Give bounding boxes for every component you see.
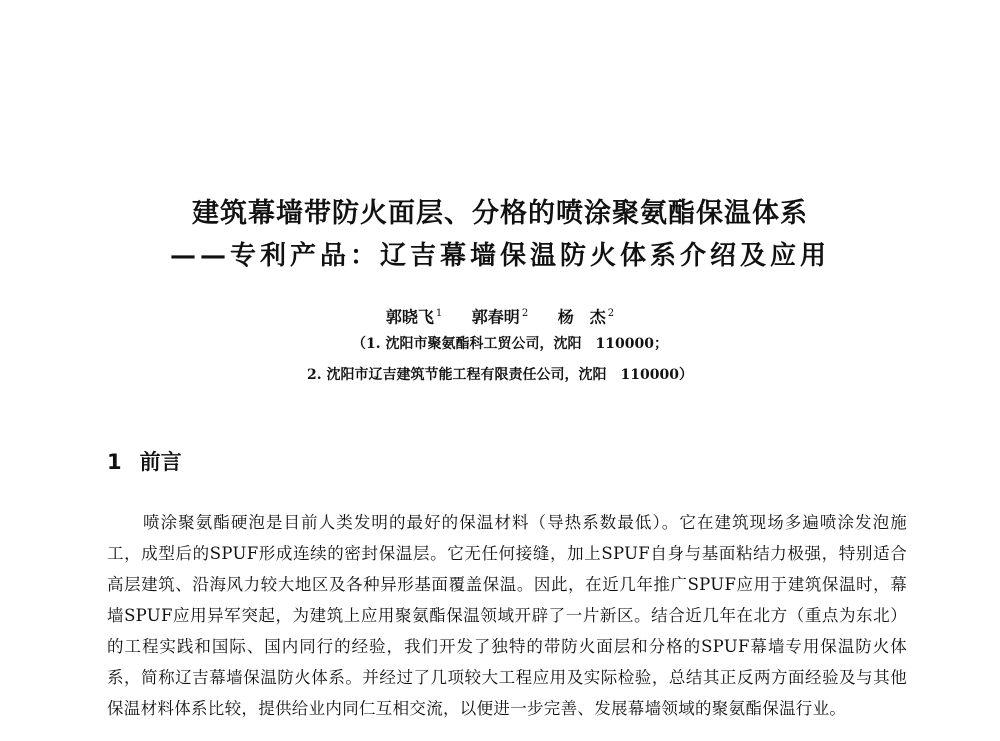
paper-title: 建筑幕墙带防火面层、分格的喷涂聚氨酯保温体系 [192, 198, 808, 229]
affiliation-line: （1. 沈阳市聚氨酯科工贸公司，沈阳 110000； [352, 336, 668, 352]
author-name: 杨 杰 [557, 307, 606, 327]
paper-subtitle: ——专利产品：辽吉幕墙保温防火体系介绍及应用 [169, 241, 830, 271]
section-number: 1 [107, 450, 122, 474]
author-name: 郭晓飞 [385, 307, 434, 327]
author [558, 301, 614, 330]
author [472, 301, 528, 330]
author-affiliation-mark: 1 [435, 308, 443, 319]
author [386, 301, 442, 330]
affiliation-line: 2. 沈阳市辽吉建筑节能工程有限责任公司，沈阳 110000） [307, 367, 693, 383]
section-heading [107, 448, 182, 476]
author-affiliation-mark: 2 [607, 308, 615, 319]
author-list [0, 301, 1000, 330]
author-name: 郭春明 [471, 307, 520, 327]
section-title: 前言 [139, 450, 182, 474]
author-affiliation-mark: 2 [521, 308, 529, 319]
body-paragraph: 喷涂聚氨酯硬泡是目前人类发明的最好的保温材料（导热系数最低）。它在建筑现场多遍喷涂发泡施工，成型后的SPUF形成连续的密封保温层。它无任何接缝，加上SPUF自身与基面粘结力极强，特别适合高层建筑、沿海风力较大地区及各种异形基面覆盖保温。因此，在近几年推广SPUF应用于建筑保温时，幕墙SPUF应用异军突起，为建筑上应用聚氨酯保温领域开辟了一片新区。结合近几年在北方（重点为东北）的工程实践和国际、国内同行的经验，我们开发了独特的带防火面层和分格的SPUF幕墙专用保温防火体系，简称辽吉幕墙保温防火体系。并经过了几项较大工程应用及实际检验，总结其正反两方面经验及与其他保温材料体系比较，提供给业内同仁互相交流，以便进一步完善、发展幕墙领域的聚氨酯保温行业。 [107, 513, 907, 718]
